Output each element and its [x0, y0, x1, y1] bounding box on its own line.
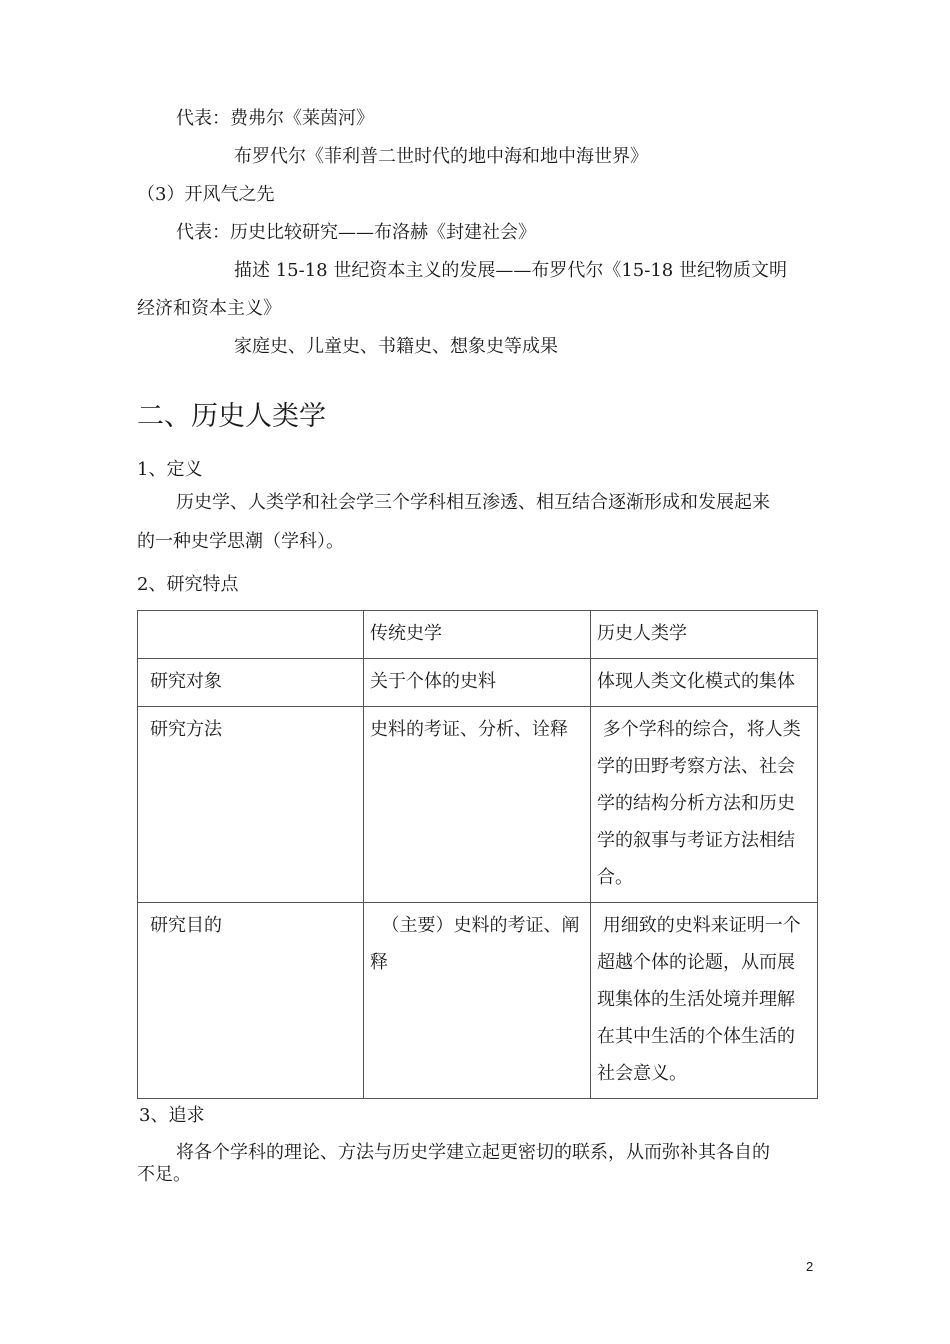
features-table — [137, 610, 818, 1099]
features-title: 2、研究特点 — [137, 574, 239, 595]
table-header-cell: 历史人类学 — [591, 611, 818, 659]
pursuit-text-line-2: 不足。 — [137, 1164, 191, 1185]
table-cell: 用细致的史料来证明一个超越个体的论题，从而展现集体的生活处境并理解在其中生活的个体生活的社会意义。 — [591, 903, 818, 1099]
text-line-braudel-mediterranean: 布罗代尔《菲利普二世时代的地中海和地中海世界》 — [234, 146, 648, 167]
table-cell: 研究目的 — [138, 903, 364, 1099]
page-number: 2 — [806, 1259, 814, 1274]
table-header-cell: 传统史学 — [364, 611, 591, 659]
table-row — [138, 659, 818, 707]
section-heading: 二、历史人类学 — [137, 401, 326, 432]
text-line-subsection-3: （3）开风气之先 — [137, 184, 275, 205]
table-cell: 研究方法 — [138, 707, 364, 903]
text-line-representative-febvre: 代表：费弗尔《莱茵河》 — [176, 108, 374, 129]
pursuit-title: 3、追求 — [139, 1105, 205, 1126]
text-line-braudel-capitalism: 描述 15-18 世纪资本主义的发展——布罗代尔《15-18 世纪物质文明 — [234, 260, 787, 281]
table-cell: 史料的考证、分析、诠释 — [364, 707, 591, 903]
table-row — [138, 707, 818, 903]
text-line-braudel-capitalism-cont: 经济和资本主义》 — [137, 298, 281, 319]
text-line-representative-bloch: 代表：历史比较研究——布洛赫《封建社会》 — [176, 222, 536, 243]
table-cell: 体现人类文化模式的集体 — [591, 659, 818, 707]
table-cell: 研究对象 — [138, 659, 364, 707]
definition-text-line-1: 历史学、人类学和社会学三个学科相互渗透、相互结合逐渐形成和发展起来 — [176, 492, 770, 513]
table-cell: 多个学科的综合，将人类学的田野考察方法、社会学的结构分析方法和历史学的叙事与考证方法相结合。 — [591, 707, 818, 903]
table-cell: 关于个体的史料 — [364, 659, 591, 707]
table-row — [138, 903, 818, 1099]
table-header-row — [138, 611, 818, 659]
table-cell: （主要）史料的考证、阐释 — [364, 903, 591, 1099]
text-line-other-histories: 家庭史、儿童史、书籍史、想象史等成果 — [234, 336, 558, 357]
pursuit-text-line-1: 将各个学科的理论、方法与历史学建立起更密切的联系，从而弥补其各自的 — [176, 1142, 770, 1163]
definition-text-line-2: 的一种史学思潮（学科）。 — [137, 531, 344, 552]
definition-title: 1、定义 — [137, 459, 203, 480]
table-header-cell — [138, 611, 364, 659]
